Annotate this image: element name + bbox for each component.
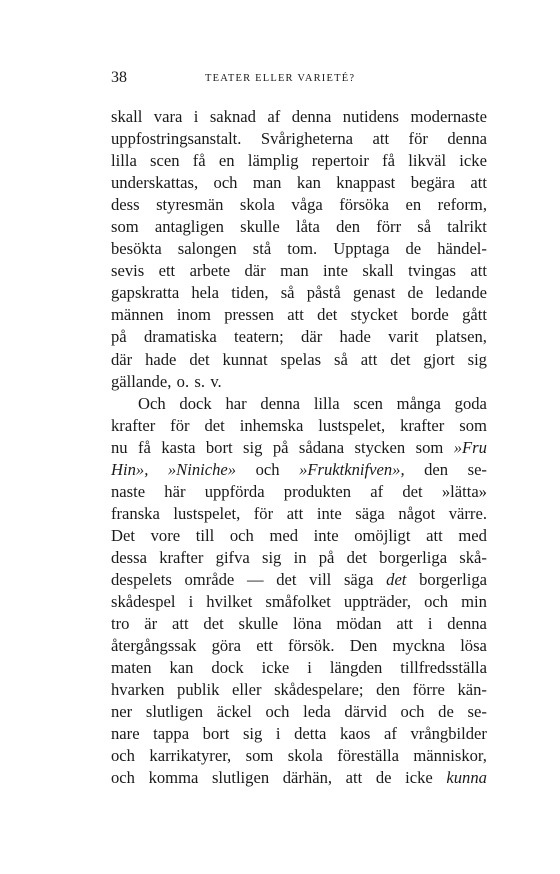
word: försök.: [287, 636, 335, 656]
word: mödan: [336, 614, 382, 634]
word: stycket: [350, 305, 398, 325]
text-line: [111, 150, 487, 172]
word: något: [398, 503, 436, 523]
text-line: [111, 657, 487, 679]
word: v.: [210, 371, 222, 391]
word: denna: [447, 129, 487, 149]
word: många: [396, 393, 441, 413]
word: att: [287, 305, 304, 325]
word: af: [383, 724, 397, 744]
italic-word: »Fruktknifven»,: [299, 459, 405, 479]
word: o.: [176, 371, 190, 391]
word: varit: [388, 327, 419, 347]
word: i: [427, 614, 433, 634]
word: påstå: [306, 283, 341, 303]
word: göra: [211, 636, 242, 656]
word: vore: [150, 525, 181, 545]
text-line: [111, 745, 487, 767]
word: tillfredsställa: [400, 658, 487, 678]
word: lilla: [111, 151, 137, 171]
word: den: [376, 680, 401, 700]
word: pressen: [224, 305, 274, 325]
word: område: [184, 569, 235, 589]
word: det: [390, 349, 411, 369]
word: talrikt: [447, 217, 487, 237]
word: »lätta»: [441, 481, 487, 501]
word: komma: [148, 768, 199, 788]
word: hela: [191, 283, 220, 303]
word: löna: [293, 614, 322, 634]
word: skådespel: [111, 592, 176, 612]
word: tiden,: [231, 283, 269, 303]
word: där: [301, 327, 323, 347]
running-title: TEATER ELLER VARIETÉ?: [205, 73, 356, 84]
word: en: [405, 195, 422, 215]
text-line: [111, 635, 487, 657]
word: dock: [179, 393, 212, 413]
word: man: [280, 261, 309, 281]
word: längden: [329, 658, 383, 678]
word: i: [307, 658, 312, 678]
text-line: [111, 304, 487, 326]
word: naste: [111, 481, 146, 501]
text-line: [111, 503, 487, 525]
word: de: [405, 239, 422, 259]
word: nu: [111, 437, 128, 457]
word: se-: [467, 702, 487, 722]
word: icke: [459, 151, 487, 171]
word: likväl: [408, 151, 447, 171]
word: inte: [313, 525, 339, 545]
word: för: [408, 129, 428, 149]
word: de: [407, 283, 424, 303]
word: det: [204, 415, 225, 435]
word: stå: [252, 239, 272, 259]
word: hvilket: [206, 592, 253, 612]
word: s.: [194, 371, 206, 391]
word: sig: [467, 349, 487, 369]
word: skulle: [240, 217, 280, 237]
word: detta: [294, 724, 327, 744]
word: på: [111, 327, 127, 347]
word: värre.: [448, 503, 487, 523]
word: lösa: [460, 636, 487, 656]
text-line: [111, 613, 487, 635]
word: förre: [412, 680, 445, 700]
word: hade: [145, 349, 177, 369]
word: händel-: [437, 239, 487, 259]
word: en: [218, 151, 235, 171]
text-line: [111, 569, 487, 591]
italic-word: det: [386, 569, 407, 589]
word: uppfostringsanstalt.: [111, 129, 242, 149]
word: bort: [202, 724, 230, 744]
word: till: [195, 525, 215, 545]
word: Upptaga: [333, 239, 390, 259]
text-line: [111, 371, 487, 393]
word: krafter: [400, 415, 445, 435]
word: leda: [303, 702, 331, 722]
word: i: [275, 724, 281, 744]
word: så: [280, 283, 295, 303]
word: besökta: [111, 239, 162, 259]
word: vara: [153, 107, 183, 126]
word: där: [244, 261, 266, 281]
italic-word: kunna: [446, 768, 487, 788]
text-line: [111, 326, 487, 348]
word: att: [172, 614, 189, 634]
word: skå-: [459, 547, 487, 567]
word: ett: [158, 261, 176, 281]
word: sevis: [111, 261, 145, 281]
word: och: [255, 459, 280, 479]
word: begära: [410, 173, 455, 193]
word: salongen: [177, 239, 237, 259]
word: Den: [349, 636, 378, 656]
word: småfolket: [265, 592, 331, 612]
word: skall: [362, 261, 394, 281]
word: det: [402, 481, 423, 501]
word: nutidens: [342, 107, 400, 126]
word: gällande,: [111, 371, 172, 391]
word: ledande: [435, 283, 487, 303]
word: att: [426, 525, 443, 545]
text-line: [111, 172, 487, 194]
word: den: [336, 217, 361, 237]
word: borde: [411, 305, 449, 325]
word: med: [458, 525, 487, 545]
word: tom.: [287, 239, 318, 259]
word: här: [164, 481, 186, 501]
word: få: [138, 437, 151, 457]
word: gifva: [215, 547, 250, 567]
text-line: [111, 349, 487, 371]
word: knappast: [336, 173, 396, 193]
word: eller: [232, 680, 262, 700]
word: i: [188, 592, 194, 612]
word: uppförda: [204, 481, 265, 501]
word: tro: [111, 614, 130, 634]
word: underskattas,: [111, 173, 199, 193]
word: bort: [205, 437, 233, 457]
text-line: [111, 282, 487, 304]
word: Och: [138, 393, 166, 413]
word: och: [424, 592, 449, 612]
word: franska: [111, 503, 160, 523]
word: försöka: [339, 195, 389, 215]
word: despelets: [111, 569, 172, 589]
word: min: [461, 592, 487, 612]
word: att: [470, 261, 487, 281]
word: som: [245, 746, 274, 766]
word: denna: [260, 393, 301, 413]
italic-word: »Niniche»: [167, 459, 237, 479]
word: det: [189, 349, 210, 369]
word: denna: [447, 614, 487, 634]
word: borgerliga: [419, 569, 487, 589]
word: inhemska: [239, 415, 304, 435]
text-line: [111, 437, 487, 459]
word: det: [346, 547, 367, 567]
word: därvid: [344, 702, 387, 722]
word: sådana: [298, 437, 345, 457]
word: att: [360, 349, 378, 369]
text-line: [111, 238, 487, 260]
word: och: [400, 702, 425, 722]
word: på: [272, 437, 289, 457]
word: karrikatyrer,: [149, 746, 232, 766]
word: återgångssak: [111, 636, 197, 656]
word: äckel: [216, 702, 252, 722]
text-line: [111, 216, 487, 238]
text-line: [111, 393, 487, 415]
word: kaos: [339, 724, 371, 744]
word: så: [334, 349, 348, 369]
word: kan: [296, 173, 321, 193]
word: kän-: [457, 680, 487, 700]
word: omöjligt: [354, 525, 411, 545]
word: att: [286, 503, 304, 523]
word: saknad: [209, 107, 256, 126]
word: skola: [287, 746, 323, 766]
word: som: [415, 437, 444, 457]
word: att: [470, 173, 487, 193]
word: genast: [352, 283, 396, 303]
word: skall: [111, 107, 143, 126]
word: våga: [291, 195, 323, 215]
word: krafter: [159, 547, 204, 567]
word: därhän,: [282, 768, 333, 788]
word: sig: [261, 547, 282, 567]
text-line: [111, 723, 487, 745]
word: människor,: [413, 746, 487, 766]
text-line: [111, 591, 487, 613]
word: få: [382, 151, 396, 171]
word: scen: [353, 393, 383, 413]
word: är: [144, 614, 158, 634]
word: reform,: [437, 195, 487, 215]
word: inte: [316, 503, 342, 523]
text-line: [111, 128, 487, 150]
word: in: [293, 547, 307, 567]
word: —: [246, 569, 264, 589]
word: sig: [243, 437, 263, 457]
word: nare: [111, 724, 140, 744]
word: spelas: [280, 349, 322, 369]
word: det: [203, 614, 224, 634]
page-header: [111, 68, 487, 88]
word: och: [265, 702, 290, 722]
word: repertoir: [311, 151, 369, 171]
word: för: [253, 503, 274, 523]
text-line: [111, 679, 487, 701]
word: att: [396, 614, 413, 634]
word: skådespelare;: [274, 680, 364, 700]
word: kunnat: [222, 349, 268, 369]
word: med: [269, 525, 299, 545]
word: se-: [467, 459, 487, 479]
word: lämplig: [247, 151, 299, 171]
word: styresmän: [156, 195, 224, 215]
word: den: [424, 459, 449, 479]
word: maten: [111, 658, 152, 678]
text-line: [111, 194, 487, 216]
word: som: [111, 217, 139, 237]
word: kan: [169, 658, 194, 678]
word: tvingas: [408, 261, 456, 281]
word: gått: [462, 305, 487, 325]
word: i: [193, 107, 199, 126]
word: det: [276, 569, 297, 589]
word: produkten: [283, 481, 352, 501]
word: platsen,: [435, 327, 487, 347]
word: krafter: [111, 415, 156, 435]
word: för: [170, 415, 190, 435]
word: skulle: [238, 614, 279, 634]
word: uppträder,: [343, 592, 411, 612]
word: och: [111, 768, 135, 788]
text-line: [111, 260, 487, 282]
word: och: [213, 173, 238, 193]
word: publik: [177, 680, 220, 700]
word: skola: [239, 195, 275, 215]
text-line: [111, 106, 487, 128]
word: på: [318, 547, 335, 567]
text-line: [111, 481, 487, 503]
word: vill: [309, 569, 332, 589]
word: denna: [291, 107, 332, 126]
word: föreställa: [337, 746, 399, 766]
word: man: [252, 173, 282, 193]
word: icke: [405, 768, 433, 788]
word: som: [459, 415, 487, 435]
body-text: [111, 106, 487, 789]
italic-word: »Fru: [453, 437, 487, 457]
word: myckna: [392, 636, 446, 656]
word: stycken: [354, 437, 406, 457]
word: gjort: [423, 349, 455, 369]
word: dess: [111, 195, 140, 215]
word: så: [417, 217, 432, 237]
page-number: 38: [111, 69, 127, 86]
word: scen: [150, 151, 180, 171]
word: modernaste: [410, 107, 487, 126]
word: icke: [261, 658, 290, 678]
word: af: [370, 481, 384, 501]
word: dessa: [111, 547, 147, 567]
word: inte: [323, 261, 348, 281]
word: Det: [111, 525, 135, 545]
word: vrångbilder: [410, 724, 487, 744]
word: att: [345, 768, 363, 788]
word: borgerliga: [379, 547, 448, 567]
word: säga: [355, 503, 385, 523]
word: goda: [454, 393, 487, 413]
word: låta: [295, 217, 320, 237]
text-line: [111, 547, 487, 569]
word: arbete: [189, 261, 231, 281]
word: Svårigheterna: [260, 129, 354, 149]
word: ett: [256, 636, 273, 656]
word: lustspelet,: [173, 503, 241, 523]
word: inom: [176, 305, 211, 325]
text-line: [111, 459, 487, 481]
word: af: [267, 107, 281, 126]
word: det: [317, 305, 338, 325]
word: de: [375, 768, 392, 788]
word: sig: [242, 724, 263, 744]
text-line: [111, 767, 487, 789]
word: och: [229, 525, 254, 545]
word: lilla: [313, 393, 340, 413]
word: männen: [111, 305, 164, 325]
word: ner: [111, 702, 133, 722]
word: slutligen: [145, 702, 204, 722]
word: hade: [339, 327, 371, 347]
word: säga: [343, 569, 374, 589]
word: och: [111, 746, 135, 766]
word: teatern;: [234, 327, 284, 347]
text-line: [111, 415, 487, 437]
word: få: [192, 151, 206, 171]
word: de: [438, 702, 454, 722]
word: dramatiska: [143, 327, 217, 347]
word: hvarken: [111, 680, 165, 700]
text-line: [111, 525, 487, 547]
italic-word: Hin»,: [111, 459, 149, 479]
word: kasta: [161, 437, 196, 457]
text-line: [111, 701, 487, 723]
word: där: [111, 349, 133, 369]
word: antagligen: [154, 217, 224, 237]
word: förr: [376, 217, 402, 237]
word: att: [372, 129, 390, 149]
word: lustspelet,: [318, 415, 386, 435]
word: slutligen: [211, 768, 270, 788]
word: dock: [211, 658, 244, 678]
word: har: [225, 393, 247, 413]
word: gapskratta: [111, 283, 180, 303]
word: tappa: [153, 724, 190, 744]
